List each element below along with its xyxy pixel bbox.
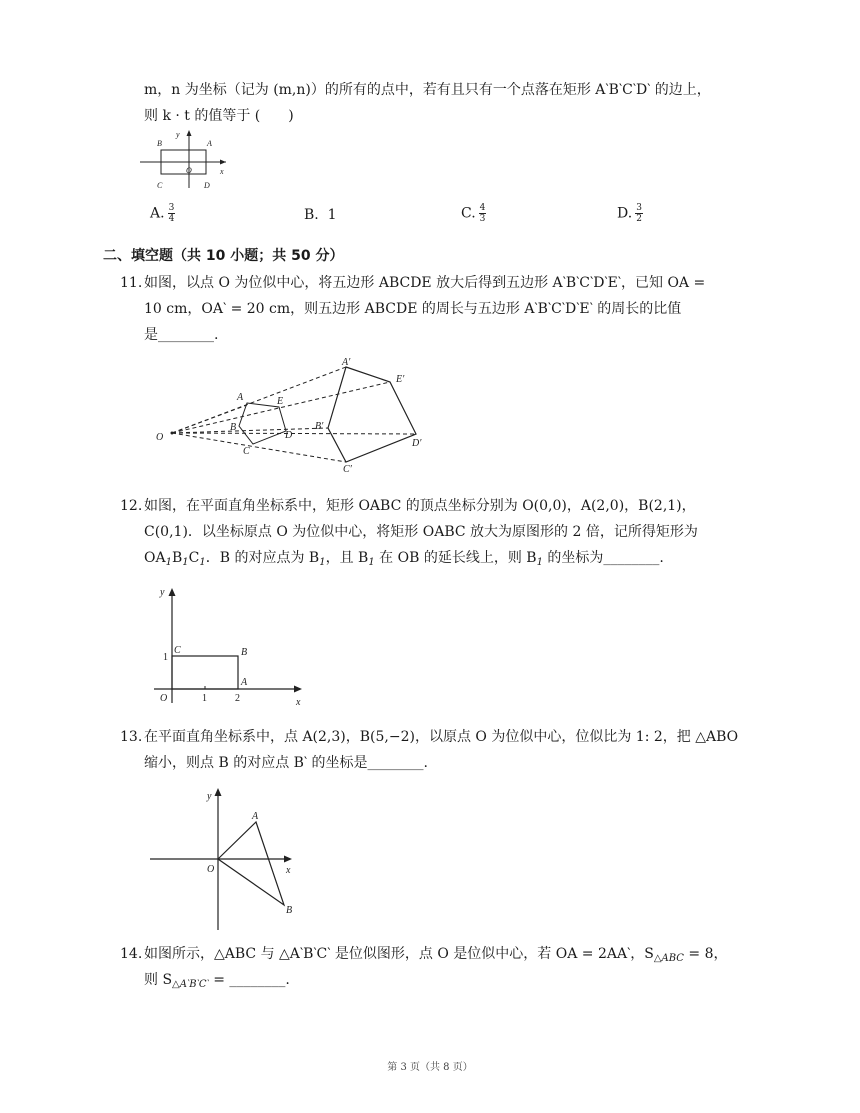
q10-label-d: D: [204, 181, 210, 190]
q12-tick-1x: 1: [202, 693, 207, 704]
page-footer: 第 3 页（共 8 页）: [387, 1062, 473, 1073]
section-heading: 二、填空题（共 10 小题；共 50 分）: [103, 248, 344, 264]
q11-figure: [150, 357, 450, 480]
q10-label-a: A: [207, 139, 212, 148]
q13-figure: [150, 785, 310, 935]
q11-label-b: B: [230, 422, 237, 433]
q10-option-a: A. $\frac{3}{4}$: [150, 203, 175, 224]
q11-label-e2: E′: [396, 374, 405, 385]
q10-option-d: D. $\frac{3}{2}$: [617, 203, 642, 224]
q11-label-e: E: [277, 396, 284, 407]
q13-line2: 缩小，则点 B 的对应点 B‵ 的坐标是________.: [144, 755, 429, 771]
q10-label-x: x: [220, 167, 224, 176]
q12-label-x: x: [296, 697, 301, 708]
q11-number: 11.: [120, 275, 143, 291]
q14-line1: 如图所示，△ABC 与 △A‵B‵C‵ 是位似图形，点 O 是位似中心，若 OA = 2AA‵，$S_{\triangle ABC} = 8$，: [144, 946, 728, 964]
q13-label-a: A: [252, 811, 259, 822]
q10-line1: m，n 为坐标（记为 (m,n)）的所有的点中，若有且只有一个点落在矩形 A‵B‵C‵D‵ 的边上，: [144, 82, 711, 98]
q11-line3: 是________.: [144, 327, 219, 343]
q12-label-o: O: [160, 693, 168, 704]
q11-label-c: C: [243, 446, 250, 457]
q12-label-a: A: [241, 677, 248, 688]
q10-label-b: B: [157, 139, 162, 148]
q10-line2: 则 k · t 的值等于 ( ): [144, 108, 294, 124]
q13-label-b: B: [286, 905, 293, 916]
q11-label-o: O: [156, 432, 164, 443]
q13-label-y: y: [207, 791, 212, 802]
q10-figure: [140, 128, 240, 188]
q10-option-c: C. $\frac{4}{3}$: [461, 203, 486, 224]
q11-label-d2: D′: [412, 438, 422, 449]
q14-number: 14.: [120, 946, 143, 962]
q10-label-c: C: [157, 181, 163, 190]
q12-tick-2x: 2: [235, 693, 240, 704]
q11-label-d: D: [285, 430, 293, 441]
q13-number: 13.: [120, 729, 143, 745]
q12-figure: [150, 585, 320, 710]
q12-label-b: B: [241, 647, 248, 658]
q10-option-b: B. 1: [304, 207, 337, 223]
q10-label-o: O: [186, 166, 192, 175]
q12-number: 12.: [120, 498, 143, 514]
q11-label-a: A: [237, 392, 244, 403]
q12-line3: $OA_1B_1C_1$．B 的对应点为 $B_1$，且 $B_1$ 在 OB 的延长线上，则 $B_1$ 的坐标为________.: [144, 550, 664, 568]
q12-label-c: C: [174, 645, 181, 656]
q12-line1: 如图，在平面直角坐标系中，矩形 OABC 的顶点坐标分别为 O(0,0)，A(2,0)，B(2,1)，: [144, 498, 696, 514]
q12-label-y: y: [160, 587, 165, 598]
q11-label-c2: C′: [343, 464, 352, 475]
q11-line2: 10 cm，OA‵ = 20 cm，则五边形 ABCDE 的周长与五边形 A‵B‵C‵D‵E‵ 的周长的比值: [144, 301, 682, 317]
q12-tick-1y: 1: [163, 652, 168, 663]
q14-line2: 则 $S_{\triangle A‵B‵C‵}$ = ________.: [144, 972, 290, 990]
q13-line1: 在平面直角坐标系中，点 A(2,3)，B(5,−2)，以原点 O 为位似中心，位似比为 1: 2，把 △ABO: [144, 729, 739, 745]
q10-label-y: y: [176, 130, 180, 139]
q13-label-x: x: [286, 865, 291, 876]
q13-label-o: O: [207, 864, 215, 875]
q11-label-b2: B′: [315, 421, 324, 432]
q11-line1: 如图，以点 O 为位似中心，将五边形 ABCDE 放大后得到五边形 A‵B‵C‵D‵E‵，已知 OA =: [144, 275, 706, 291]
q12-line2: C(0,1)．以坐标原点 O 为位似中心，将矩形 OABC 放大为原图形的 2 倍，记所得矩形为: [144, 524, 698, 540]
q11-label-a2: A′: [342, 357, 351, 368]
